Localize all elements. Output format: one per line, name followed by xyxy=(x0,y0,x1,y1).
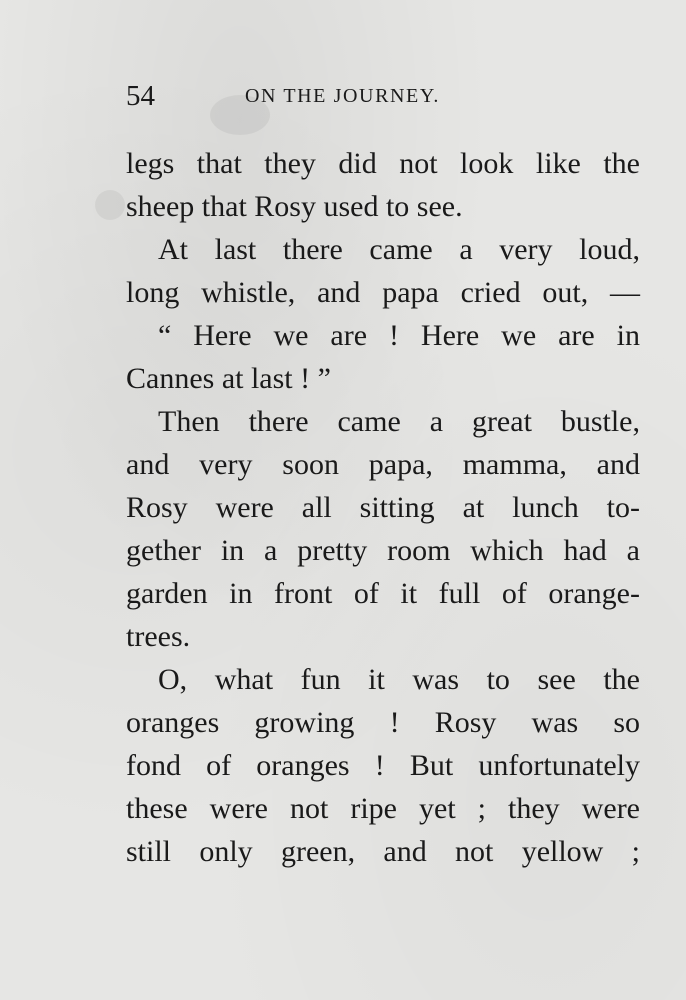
paper-stain xyxy=(95,190,125,220)
running-head: ON THE JOURNEY. xyxy=(245,85,440,107)
body-text xyxy=(126,142,640,873)
text-line: gether in a pretty room which had a xyxy=(126,534,640,567)
text-line: still only green, and not yellow ; xyxy=(126,835,640,868)
text-line: Cannes at last ! ” xyxy=(126,362,331,395)
text-line: oranges growing ! Rosy was so xyxy=(126,706,640,739)
text-line: Then there came a great bustle, xyxy=(158,405,640,438)
text-line: these were not ripe yet ; they were xyxy=(126,792,640,825)
page-number: 54 xyxy=(126,80,155,112)
text-line: long whistle, and papa cried out, — xyxy=(126,276,640,309)
text-line: trees. xyxy=(126,620,191,653)
text-line: legs that they did not look like the xyxy=(126,147,640,180)
text-line: O, what fun it was to see the xyxy=(158,663,640,696)
text-line: sheep that Rosy used to see. xyxy=(126,190,463,223)
text-line: garden in front of it full of orange- xyxy=(126,577,640,610)
page-header xyxy=(126,76,646,116)
text-line: Rosy were all sitting at lunch to- xyxy=(126,491,640,524)
text-line: and very soon papa, mamma, and xyxy=(126,448,640,481)
text-line: fond of oranges ! But unfortunately xyxy=(126,749,640,782)
text-line: At last there came a very loud, xyxy=(158,233,640,266)
text-line: “ Here we are ! Here we are in xyxy=(158,319,640,352)
